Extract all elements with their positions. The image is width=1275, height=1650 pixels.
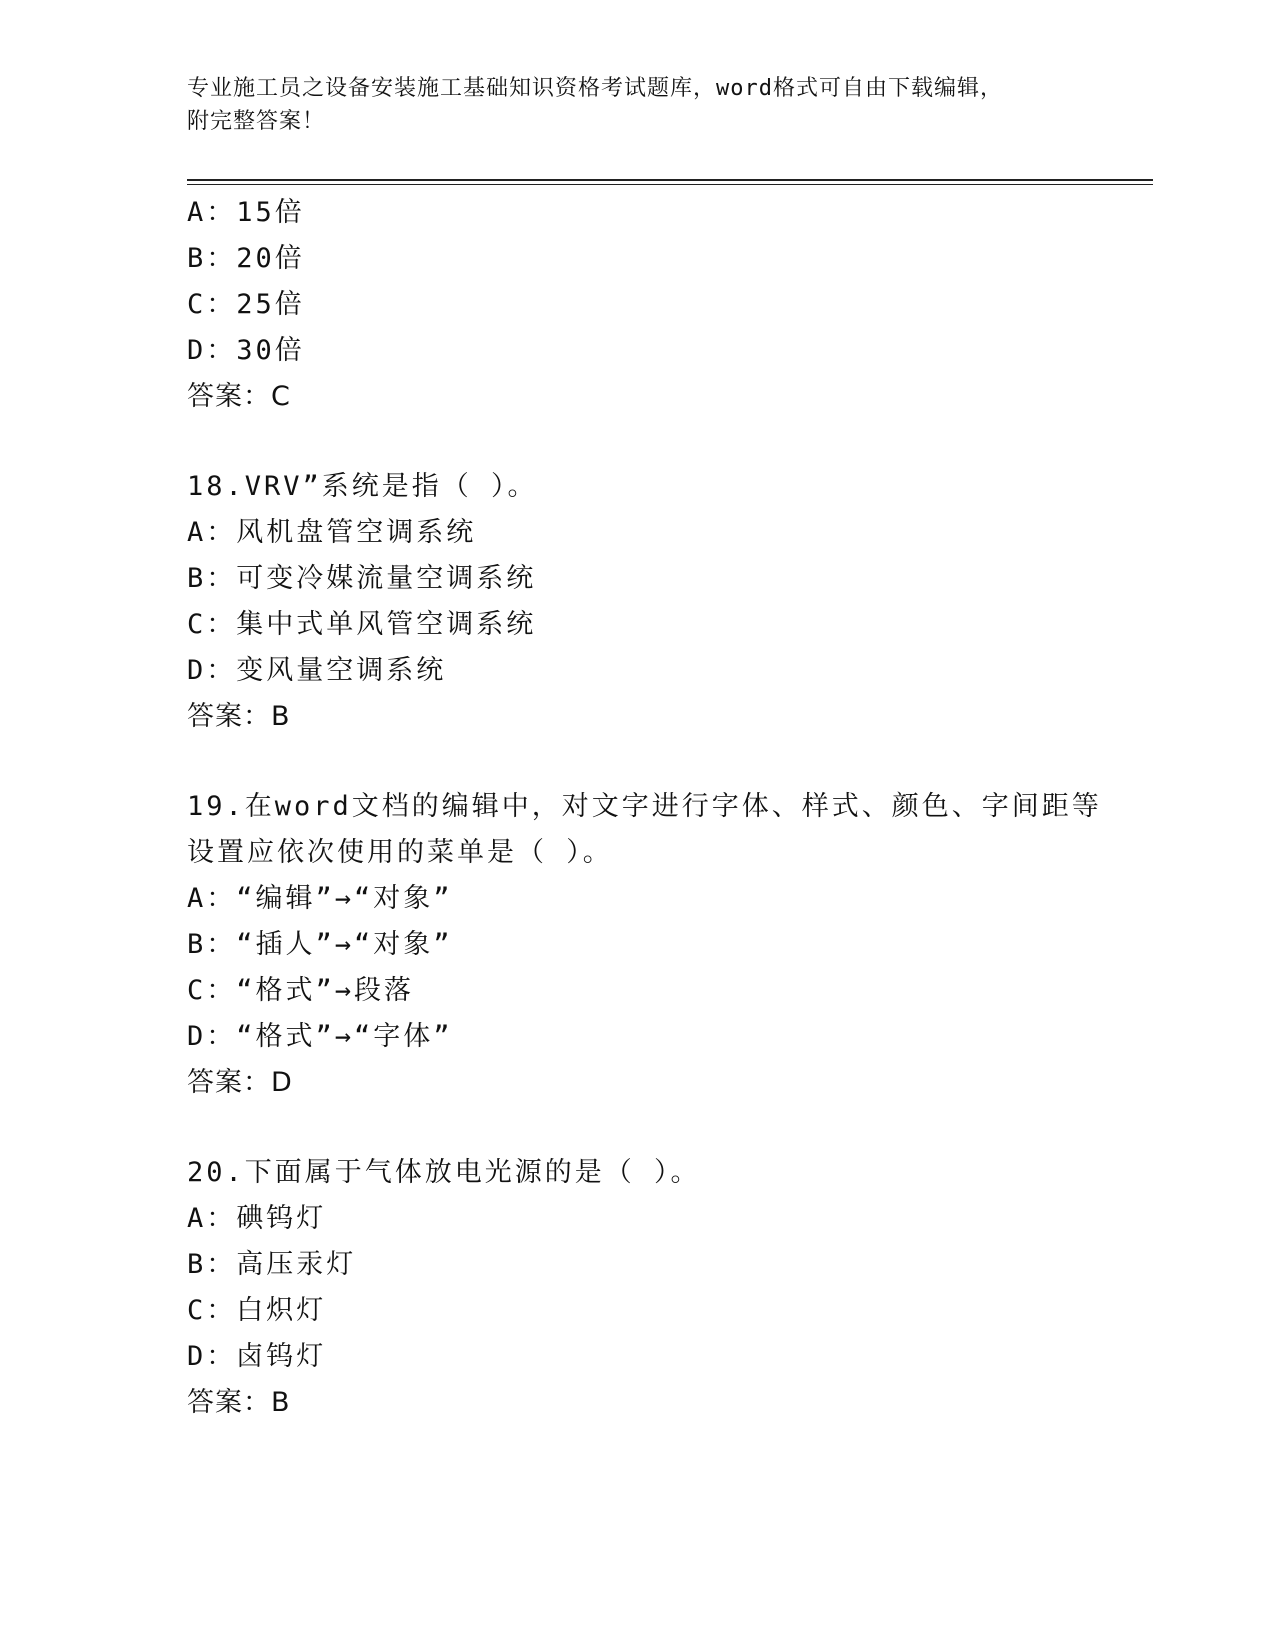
option-a: A：“编辑”→“对象” (187, 883, 453, 914)
answer-line: 答案：D (187, 1067, 293, 1098)
option-c: C：25倍 (187, 289, 305, 320)
question-19 (187, 784, 1102, 1106)
option-b: B：20倍 (187, 243, 305, 274)
spacer (187, 420, 1087, 464)
answer-line: 答案：C (187, 381, 291, 412)
option-b: B：可变冷媒流量空调系统 (187, 563, 537, 594)
option-d: D：30倍 (187, 335, 305, 366)
option-c: C：“格式”→段落 (187, 975, 415, 1006)
question-list (187, 190, 1102, 1426)
option-c: C：白炽灯 (187, 1295, 327, 1326)
option-a: A：15倍 (187, 197, 305, 228)
question-stem-line-2: 设置应依次使用的菜单是（ ）。 (187, 837, 613, 868)
option-a: A：碘钨灯 (187, 1203, 327, 1234)
question-stem: 18.VRV”系统是指（ ）。 (187, 471, 538, 502)
question-20 (187, 1150, 1087, 1426)
option-b: B：高压汞灯 (187, 1249, 357, 1280)
option-d: D：卤钨灯 (187, 1341, 327, 1372)
answer-line: 答案：B (187, 1387, 291, 1418)
question-18 (187, 464, 1087, 740)
option-a: A：风机盘管空调系统 (187, 517, 477, 548)
option-d: D：变风量空调系统 (187, 655, 447, 686)
option-c: C：集中式单风管空调系统 (187, 609, 537, 640)
header-line-1: 专业施工员之设备安装施工基础知识资格考试题库，word格式可自由下载编辑， (187, 76, 1003, 101)
question-stem: 20.下面属于气体放电光源的是（ ）。 (187, 1157, 701, 1188)
option-d: D：“格式”→“字体” (187, 1021, 453, 1052)
option-b: B：“插人”→“对象” (187, 929, 453, 960)
spacer (187, 740, 1087, 784)
header-divider-thin (187, 184, 1153, 185)
header-line-2: 附完整答案！ (187, 109, 326, 134)
spacer (187, 1106, 1087, 1150)
question-17 (187, 190, 1087, 420)
document-header (187, 72, 1087, 138)
answer-line: 答案：B (187, 701, 291, 732)
header-divider-thick (187, 179, 1153, 181)
question-stem-line-1: 19.在word文档的编辑中，对文字进行字体、样式、颜色、字间距等 (187, 791, 1102, 822)
